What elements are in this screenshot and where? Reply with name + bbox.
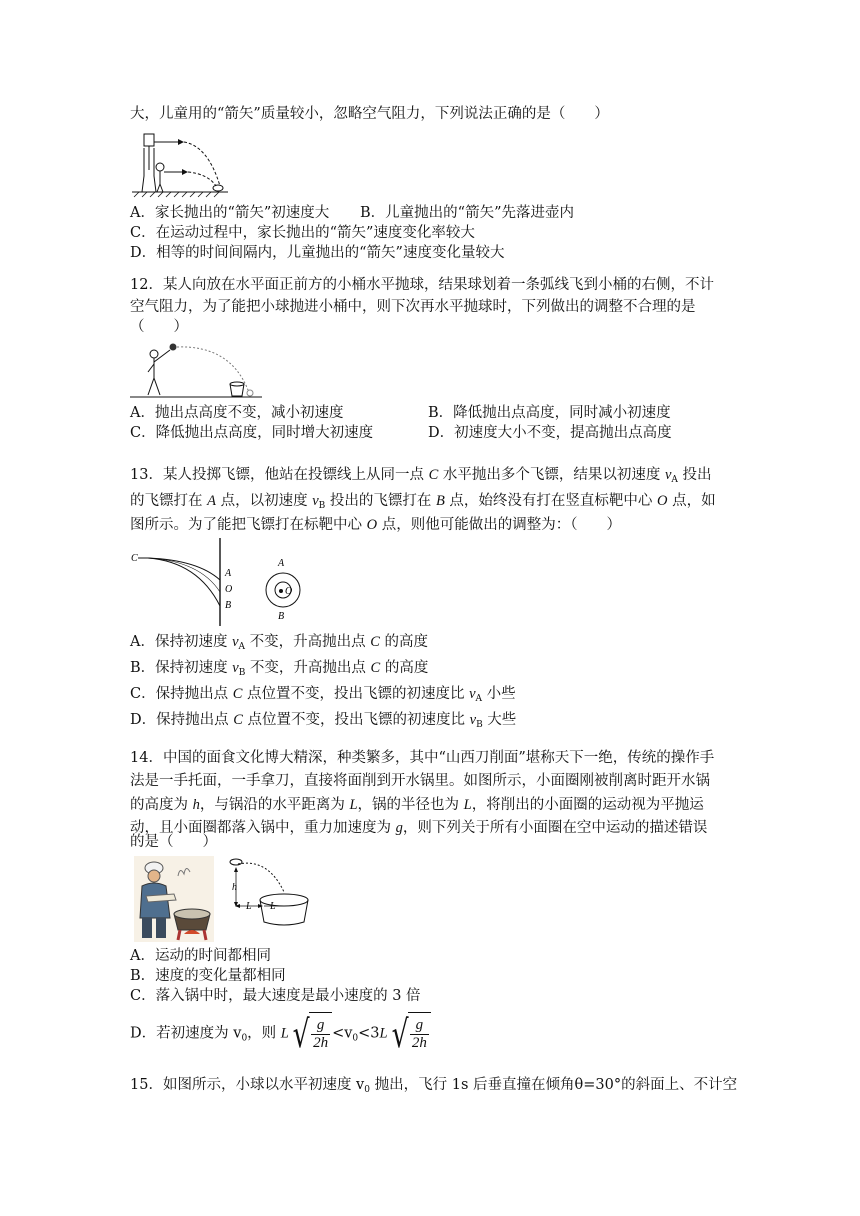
q13-fig-label-c: C	[131, 553, 138, 564]
q14-fig-label-h: h	[232, 882, 237, 893]
q14-chef-illustration	[134, 856, 214, 942]
q14-pot-diagram	[226, 856, 312, 928]
q12-stem-line3: （ ）	[130, 319, 188, 335]
q15-stem-line1: 15．如图所示，小球以水平初速度 $v_0$ 抛出，飞行 1s 后垂直撞在倾角θ=30°的斜面上、不计空	[130, 1077, 738, 1095]
q12-option-d[interactable]: D．初速度大小不变，提高抛出点高度	[428, 425, 672, 441]
q11-stem-tail: 大，儿童用的“箭矢”质量较小，忽略空气阻力，下列说法正确的是（ ）	[130, 106, 609, 122]
q13-target-label-a: A	[278, 558, 285, 569]
q12-option-c[interactable]: C．降低抛出点高度，同时增大初速度	[130, 425, 374, 441]
q14-stem-line3: 的高度为 h，与锅沿的水平距离为 L，锅的半径也为 L，将削出的小面圈的运动视为平抛运	[130, 797, 704, 813]
q14-option-d[interactable]: D．若初速度为 $v_0$，则 L√ $\frac{g}{2h}$ $<v_0<3L√$ $\frac{g}{2h}$	[130, 1012, 431, 1060]
q13-stem-line1: 13．某人投掷飞镖，他站在投镖线上从同一点 C 水平抛出多个飞镖，结果以初速度 $v_A$ 投出	[130, 467, 712, 485]
q14-option-a[interactable]: A．运动的时间都相同	[130, 948, 271, 964]
q13-stem-line3: 图所示。为了能把飞镖打在标靶中心 O 点，则他可能做出的调整为：（ ）	[130, 517, 621, 533]
q14-fig-label-l1: L	[246, 901, 252, 912]
q11-option-c[interactable]: C．在运动过程中，家长抛出的“箭矢”速度变化率较大	[130, 225, 475, 241]
q12-figure	[130, 340, 262, 402]
q14-option-b[interactable]: B．速度的变化量都相同	[130, 968, 286, 984]
q14-option-c[interactable]: C．落入锅中时，最大速度是最小速度的 3 倍	[130, 988, 421, 1004]
q12-option-b[interactable]: B．降低抛出点高度，同时减小初速度	[428, 405, 671, 421]
q13-option-d[interactable]: D．保持抛出点 C 点位置不变，投出飞镖的初速度比 $v_B$ 大些	[130, 712, 517, 730]
q13-option-b[interactable]: B．保持初速度 $v_B$ 不变，升高抛出点 C 的高度	[130, 660, 429, 678]
q11-option-b[interactable]: B．儿童抛出的“箭矢”先落进壶内	[360, 205, 574, 221]
q12-option-a[interactable]: A．抛出点高度不变，减小初速度	[130, 405, 344, 421]
q13-target-label-b: B	[278, 611, 285, 622]
q14-stem-line1: 14．中国的面食文化博大精深，种类繁多，其中“山西刀削面”堪称天下一绝，传统的操作手	[130, 750, 715, 766]
q12-stem-line1: 12．某人向放在水平面正前方的小桶水平抛球，结果球划着一条弧线飞到小桶的右侧，不计	[130, 277, 714, 293]
q11-figure	[130, 132, 230, 198]
q13-option-a[interactable]: A．保持初速度 $v_A$ 不变，升高抛出点 C 的高度	[130, 634, 429, 652]
q11-option-d[interactable]: D．相等的时间间隔内，儿童抛出的“箭矢”速度变化量较大	[130, 245, 505, 261]
q14-stem-line5: 的是（ ）	[130, 834, 217, 850]
q13-target-label-o: O	[285, 586, 293, 597]
q13-fig-label-a: A	[225, 568, 232, 579]
q13-figure	[128, 536, 308, 628]
q14-stem-line4: 动，且小面圈都落入锅中，重力加速度为 g，则下列关于所有小面圈在空中运动的描述错误	[130, 820, 708, 836]
q13-fig-label-b: B	[225, 600, 232, 611]
q13-option-c[interactable]: C．保持抛出点 C 点位置不变，投出飞镖的初速度比 $v_A$ 小些	[130, 686, 516, 704]
q13-fig-label-o: O	[225, 584, 233, 595]
q12-stem-line2: 空气阻力，为了能把小球抛进小桶中，则下次再水平抛球时，下列做出的调整不合理的是	[130, 299, 696, 315]
q11-option-a[interactable]: A．家长抛出的“箭矢”初速度大	[130, 205, 330, 221]
q14-fig-label-l2: L	[270, 901, 276, 912]
q14-stem-line2: 法是一手托面，一手拿刀，直接将面削到开水锅里。如图所示，小面圈刚被削离时距开水锅	[130, 773, 710, 789]
q13-stem-line2: 的飞镖打在 A 点，以初速度 $v_B$ 投出的飞镖打在 B 点，始终没有打在竖直标靶中心 O 点，如	[130, 493, 716, 511]
